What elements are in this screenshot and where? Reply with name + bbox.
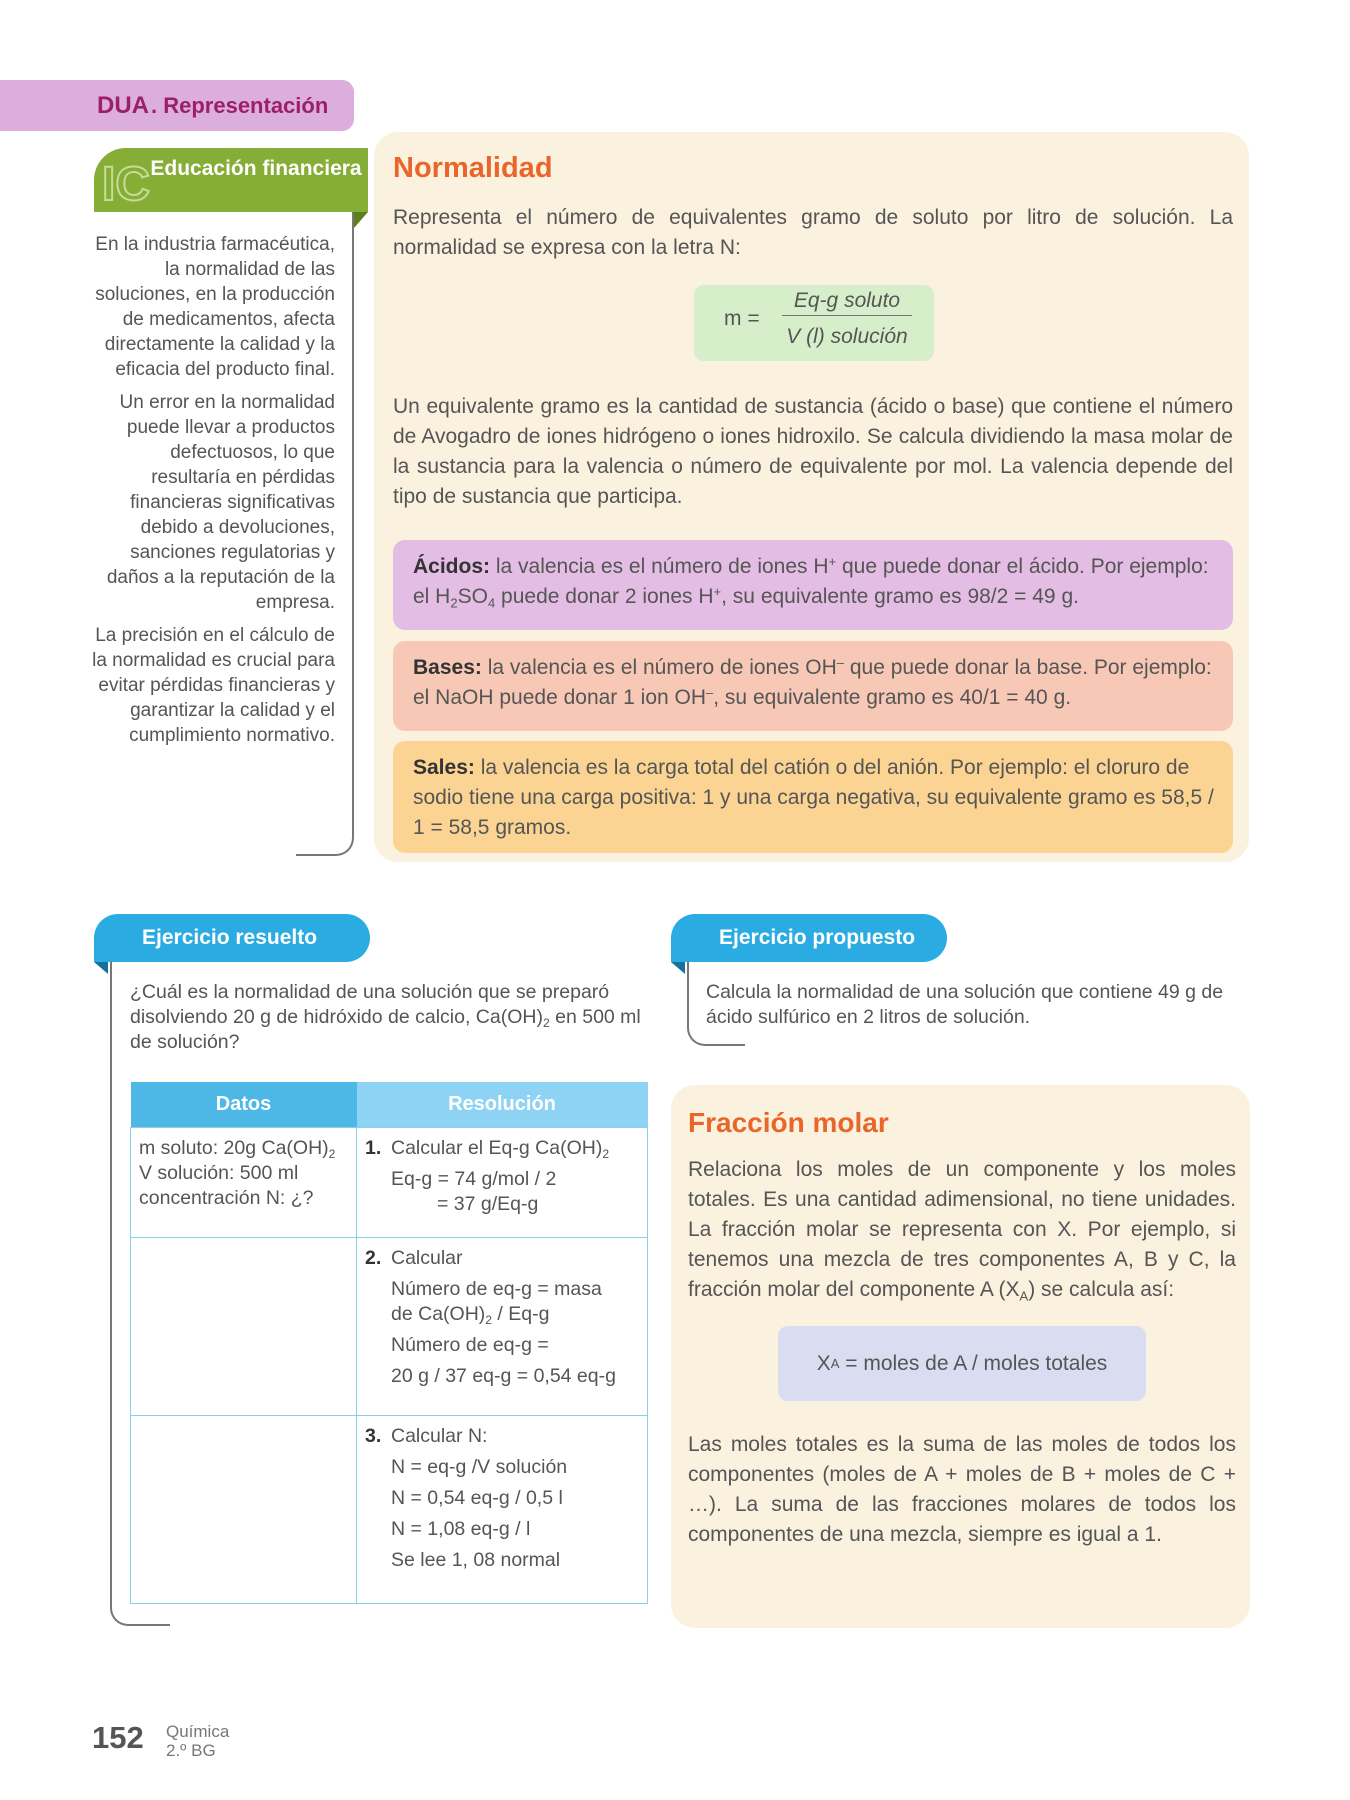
ejercicio-resuelto-header bbox=[94, 914, 370, 962]
step-line: Número de eq-g = masa bbox=[391, 1277, 602, 1300]
step-title: Calcular N: bbox=[391, 1424, 488, 1447]
formula-numerator: Eq-g soluto bbox=[782, 289, 912, 316]
step-line: Se lee 1, 08 normal bbox=[391, 1548, 561, 1571]
step-line: / Eq-g bbox=[492, 1302, 550, 1325]
acidos-text: la valencia es el número de iones H bbox=[490, 555, 829, 578]
formula-denominator: V (l) solución bbox=[786, 325, 908, 348]
ic-logo-icon bbox=[100, 160, 160, 206]
tab-fold bbox=[354, 212, 368, 228]
bases-label: Bases: bbox=[413, 656, 482, 679]
normalidad-formula bbox=[694, 285, 934, 361]
bases-text: , su equivalente gramo es 40/1 = 40 g. bbox=[713, 686, 1072, 709]
sales-text: la valencia es la carga total del catión o del anión. Por ejemplo: el cloruro de sodio tiene una carga positiva: 1 y una carga negativa, su equivalente gramo es 58,5 / 1 = 58,5 gramos. bbox=[413, 756, 1214, 839]
border-gap bbox=[745, 1037, 945, 1057]
acidos-text: puede donar 2 iones H bbox=[495, 585, 714, 608]
acidos-sup: + bbox=[713, 583, 722, 599]
step-line: N = eq-g /V solución bbox=[391, 1455, 568, 1478]
dua-banner bbox=[0, 80, 354, 131]
step-line: N = 1,08 eq-g / l bbox=[391, 1517, 531, 1540]
border-gap bbox=[96, 840, 296, 860]
fraccion-molar-title: Fracción molar bbox=[688, 1107, 889, 1138]
step-line: Eq-g = 74 g/mol / 2 bbox=[391, 1167, 557, 1190]
datos-line: concentración N: ¿? bbox=[139, 1186, 314, 1209]
fraccion-molar-intro bbox=[688, 1155, 1236, 1305]
educacion-title: Educación financiera bbox=[150, 157, 362, 180]
question-text: ¿Cuál es la normalidad de una solución que se preparó disolviendo 20 g de hidróxido de calcio, Ca(OH) bbox=[130, 981, 610, 1028]
table-row bbox=[131, 1237, 648, 1415]
question-sub: 2 bbox=[542, 1016, 550, 1031]
step-line: Número de eq-g = bbox=[391, 1333, 549, 1356]
step-line: de Ca(OH) bbox=[391, 1302, 486, 1325]
normalidad-title: Normalidad bbox=[393, 152, 553, 184]
step-sub: 2 bbox=[485, 1312, 492, 1327]
pill-fold bbox=[94, 962, 108, 974]
table-header-resolucion: Resolución bbox=[357, 1082, 648, 1127]
normalidad-explanation: Un equivalente gramo es la cantidad de sustancia (ácido o base) que contiene el número de Avogadro de iones hidrógeno o iones hidroxilo. Se calcula dividiendo la masa molar de la sustancia para la valencia o número de equivalente por mol. La valencia depende del tipo de sustancia que participa. bbox=[393, 395, 1233, 508]
border-gap bbox=[170, 1615, 350, 1635]
step-line: N = 0,54 eq-g / 0,5 l bbox=[391, 1486, 563, 1509]
acidos-sub: 4 bbox=[487, 595, 496, 611]
educacion-paragraph-3: La precisión en el cálculo de la normalidad es crucial para evitar pérdidas financieras y garantizar la calidad y el cumplimiento normativo. bbox=[92, 625, 335, 746]
datos-sub: 2 bbox=[328, 1146, 336, 1161]
educacion-paragraph-2: Un error en la normalidad puede llevar a productos defectuosos, lo que resultaría en pérdidas financieras significativas debido a devoluciones, sanciones regulatorias y daños a la reputación de la empresa. bbox=[106, 392, 335, 613]
sales-box bbox=[393, 741, 1233, 853]
bases-box bbox=[393, 641, 1233, 731]
resolution-table bbox=[130, 1082, 648, 1604]
ejercicio-propuesto-header bbox=[671, 914, 947, 962]
dua-sublabel: . Representación bbox=[151, 92, 329, 118]
table-row bbox=[131, 1415, 648, 1603]
formula-rest: = moles de A / moles totales bbox=[839, 1351, 1108, 1375]
educacion-paragraph-1: En la industria farmacéutica, la normalidad de las soluciones, en la producción de medicamentos, afecta directamente la calidad y la eficacia del producto final. bbox=[95, 234, 335, 380]
step-number: 3. bbox=[365, 1424, 382, 1447]
datos-line: V solución: 500 ml bbox=[139, 1161, 299, 1184]
fm-text: Relaciona los moles de un componente y los moles totales. Es una cantidad adimensional, no tiene unidades. La fracción molar se representa con X. Por ejemplo, si tenemos una mezcla de tres componentes A, B y C, la fracción molar del componente A (X bbox=[688, 1158, 1236, 1301]
acidos-sup: + bbox=[828, 553, 837, 569]
bases-sup: – bbox=[706, 684, 714, 700]
empty-cell bbox=[131, 1415, 357, 1603]
sales-label: Sales: bbox=[413, 756, 475, 779]
step-line: = 37 g/Eq-g bbox=[437, 1192, 539, 1215]
formula-x: X bbox=[816, 1351, 831, 1375]
acidos-text: , su equivalente gramo es 98/2 = 49 g. bbox=[721, 585, 1079, 608]
acidos-label: Ácidos: bbox=[413, 555, 491, 578]
grade-label: 2.º BG bbox=[166, 1741, 216, 1760]
fm-text: ) se calcula así: bbox=[1028, 1278, 1175, 1301]
subject-name: Química bbox=[166, 1722, 230, 1741]
pill-fold bbox=[671, 962, 685, 974]
bases-sup: – bbox=[836, 654, 844, 670]
acidos-sub: 2 bbox=[450, 595, 458, 611]
page-number: 152 bbox=[92, 1720, 144, 1755]
ic-logo-text: IC bbox=[102, 160, 150, 206]
fm-sub: A bbox=[1019, 1288, 1029, 1304]
acidos-text: que puede donar el ácido. Por ejemplo: el H bbox=[413, 555, 1209, 608]
bases-text: que puede donar la base. Por ejemplo: el NaOH puede donar 1 ion OH bbox=[413, 656, 1212, 709]
step-title: Calcular bbox=[391, 1246, 463, 1269]
step-line: 20 g / 37 eq-g = 0,54 eq-g bbox=[391, 1364, 616, 1387]
step-number: 1. bbox=[365, 1136, 382, 1159]
empty-cell bbox=[131, 1237, 357, 1415]
table-row bbox=[131, 1127, 648, 1237]
subject-label bbox=[166, 1722, 229, 1760]
ejercicio-propuesto-text: Calcula la normalidad de una solución que contiene 49 g de ácido sulfúrico en 2 litros de solución. bbox=[706, 981, 1224, 1028]
step-sub: 2 bbox=[602, 1146, 610, 1161]
step-1-cell bbox=[357, 1127, 648, 1237]
step-2-cell bbox=[357, 1237, 648, 1415]
acidos-box bbox=[393, 540, 1233, 630]
formula-lhs: m = bbox=[724, 307, 760, 330]
fraccion-molar-formula: X A = moles de A / moles totales bbox=[778, 1326, 1146, 1401]
normalidad-intro: Representa el número de equivalentes gramo de soluto por litro de solución. La normalidad se expresa con la letra N: bbox=[393, 206, 1233, 259]
fraccion-molar-summary: Las moles totales es la suma de las moles de todos los componentes (moles de A + moles de B + moles de C + …). La suma de las fracciones molares de todos los componentes de una mezcla, siempre es igual a 1. bbox=[688, 1433, 1236, 1546]
educacion-text bbox=[92, 232, 335, 756]
bases-text: la valencia es el número de iones OH bbox=[481, 656, 837, 679]
ejercicio-resuelto-title: Ejercicio resuelto bbox=[142, 926, 318, 949]
acidos-text: SO bbox=[457, 585, 488, 608]
step-title: Calcular el Eq-g Ca(OH) bbox=[391, 1136, 603, 1159]
step-3-cell bbox=[357, 1415, 648, 1603]
table-header-datos: Datos bbox=[131, 1082, 357, 1127]
datos-line: m soluto: 20g Ca(OH) bbox=[139, 1136, 329, 1159]
question-text: en 500 ml de solución? bbox=[130, 1006, 641, 1053]
ejercicio-propuesto-title: Ejercicio propuesto bbox=[719, 926, 916, 949]
dua-label: DUA bbox=[97, 91, 149, 119]
datos-cell bbox=[131, 1127, 357, 1237]
ejercicio-resuelto-question bbox=[130, 980, 650, 1055]
step-number: 2. bbox=[365, 1246, 382, 1269]
